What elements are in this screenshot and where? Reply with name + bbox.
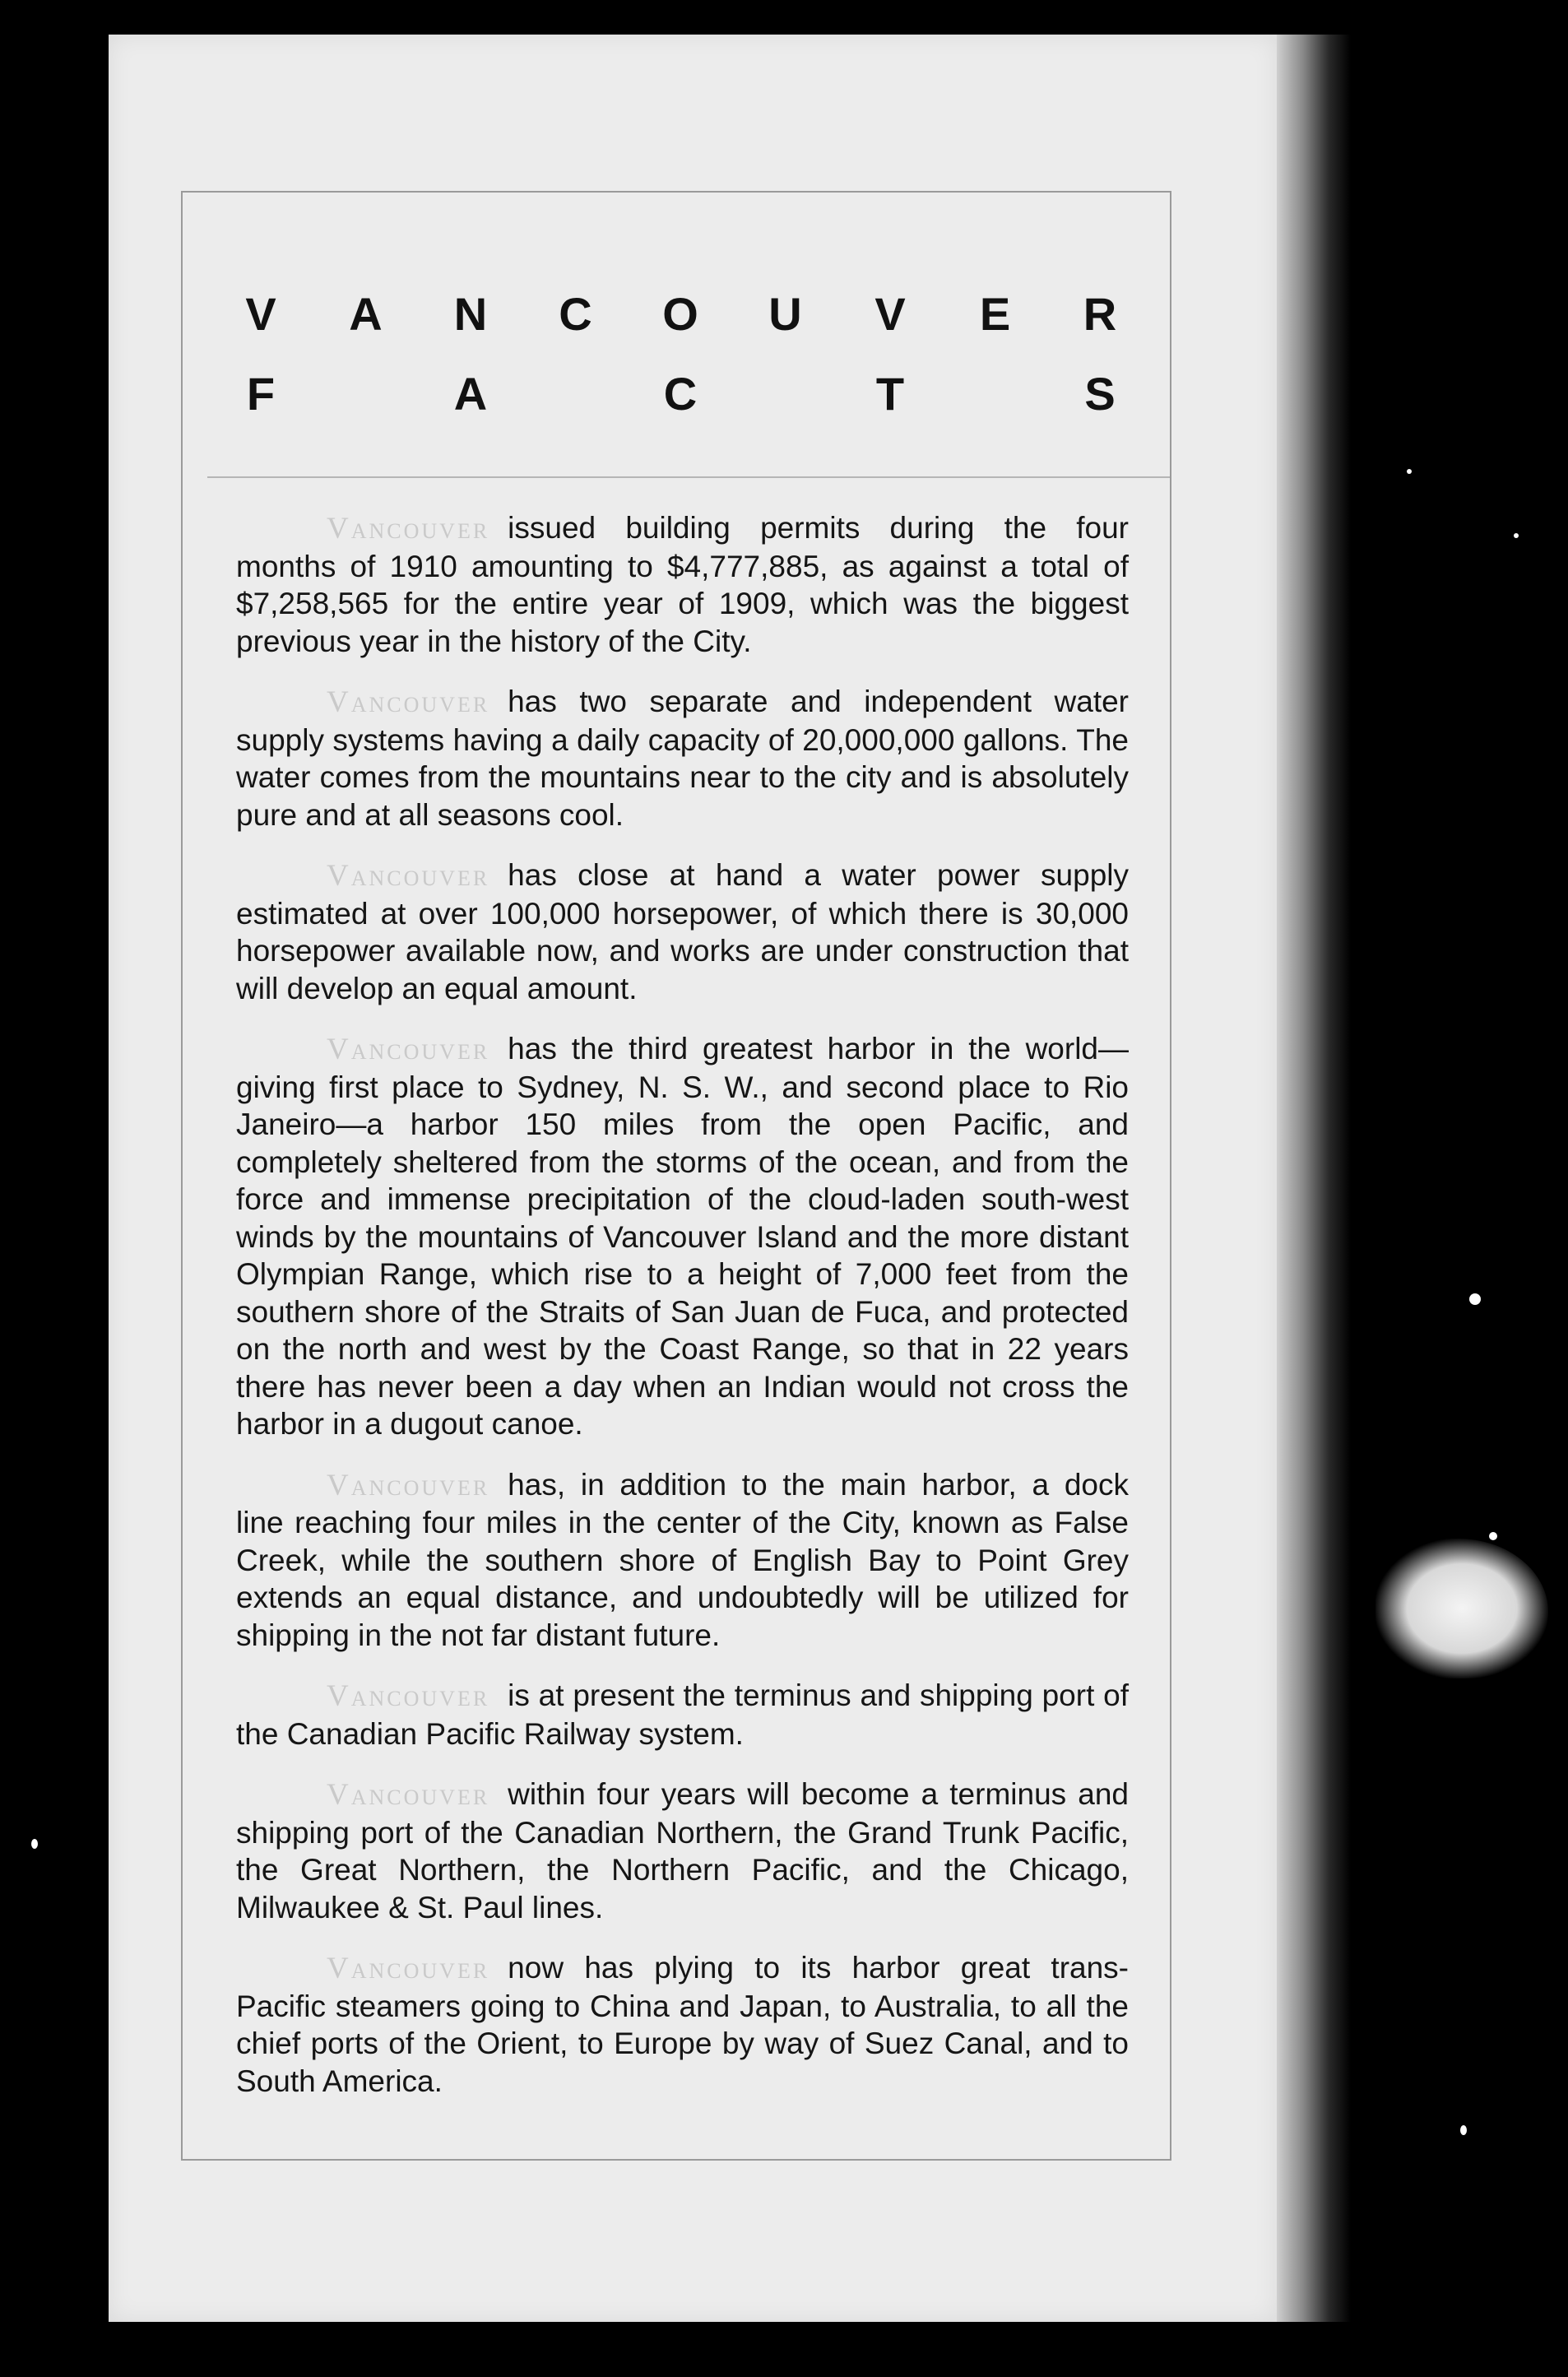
fact-paragraph [236, 683, 1129, 833]
fact-paragraph [236, 1466, 1129, 1655]
title-letter: C [663, 368, 698, 420]
page-edge-shadow [1277, 35, 1351, 2322]
fact-paragraph [236, 1949, 1129, 2100]
paragraph-lead: Vancouver [327, 1468, 490, 1502]
scan-speck [1489, 1532, 1497, 1540]
paragraph-lead: Vancouver [327, 512, 490, 546]
scan-speck [1469, 1293, 1481, 1305]
content-frame [181, 191, 1171, 2161]
fact-paragraph [236, 509, 1129, 660]
title-divider [207, 476, 1170, 478]
title-letter: N [453, 288, 488, 340]
scan-speck [1407, 469, 1412, 474]
scan-speck [31, 1839, 38, 1849]
title-letter: A [453, 368, 488, 420]
title-letter: C [559, 288, 592, 340]
title-letter: E [979, 288, 1011, 340]
scan-blemish [1375, 1539, 1548, 1678]
paragraph-lead: Vancouver [327, 1033, 490, 1066]
scan-speck [1460, 2125, 1467, 2135]
title-letter: V [245, 288, 276, 340]
title-letter: U [768, 288, 802, 340]
title-line-vancouver [236, 287, 1125, 341]
paragraph-text: has, in addition to the main harbor, a dock line reaching four miles in the center of the City, known as False Creek, while the southern shore of English Bay to Point Grey extends an equal distance, and undoubtedly will be utilized for shipping in the not far distant future. [236, 1467, 1129, 1652]
paragraph-lead: Vancouver [327, 685, 490, 719]
document-page [109, 35, 1277, 2322]
title-line-facts [236, 367, 1125, 420]
fact-paragraph [236, 1030, 1129, 1443]
paragraph-text: issued building permits during the four months of 1910 amounting to $4,777,885, as against a total of $7,258,565 for the entire year of 1909, which was the biggest previous year in the history of the City. [236, 511, 1129, 658]
title-letter: A [349, 288, 383, 340]
paragraph-lead: Vancouver [327, 1778, 490, 1812]
title-letter: S [1084, 368, 1116, 420]
paragraph-lead: Vancouver [327, 1679, 490, 1713]
paragraph-text: is at present the terminus and shipping port of the Canadian Pacific Railway system. [236, 1678, 1129, 1751]
paragraph-lead: Vancouver [327, 859, 490, 893]
scan-speck [1514, 533, 1519, 538]
title-letter: R [1083, 288, 1117, 340]
title-letter: F [246, 368, 276, 420]
title-letter: T [875, 368, 905, 420]
fact-paragraph [236, 1776, 1129, 1926]
fact-paragraph [236, 857, 1129, 1007]
title-letter: O [662, 288, 698, 340]
title-letter: V [874, 288, 906, 340]
paragraph-text: within four years will become a terminus and shipping port of the Canadian Northern, the Grand Trunk Pacific, the Great Northern, the Northern Pacific, and the Chicago, Milwaukee & St. Paul lines. [236, 1777, 1129, 1924]
paragraph-lead: Vancouver [327, 1952, 490, 1985]
facts-body [236, 509, 1129, 2123]
paragraph-text: has close at hand a water power supply estimated at over 100,000 horsepower, of which there is 30,000 horsepower available now, and works are under construction that will develop an equal amount. [236, 858, 1129, 1005]
paragraph-text: has the third greatest harbor in the world—giving first place to Sydney, N. S. W., and second place to Rio Janeiro—a harbor 150 miles from the open Pacific, and completely sheltered from the storms of the ocean, and from the force and immense precipitation of the cloud-laden south-west winds by the mountains of Vancouver Island and the more distant Olympian Range, which rise to a height of 7,000 feet from the southern shore of the Straits of San Juan de Fuca, and protected on the north and west by the Coast Range, so that in 22 years there has never been a day when an Indian would not cross the harbor in a dugout canoe. [236, 1032, 1129, 1441]
fact-paragraph [236, 1677, 1129, 1753]
paragraph-text: now has plying to its harbor great trans-Pacific steamers going to China and Japan, to Australia, to all the chief ports of the Orient, to Europe by way of Suez Canal, and to South America. [236, 1951, 1129, 2098]
paragraph-text: has two separate and independent water supply systems having a daily capacity of 20,000,000 gallons. The water comes from the mountains near to the city and is absolutely pure and at all seasons cool. [236, 685, 1129, 832]
